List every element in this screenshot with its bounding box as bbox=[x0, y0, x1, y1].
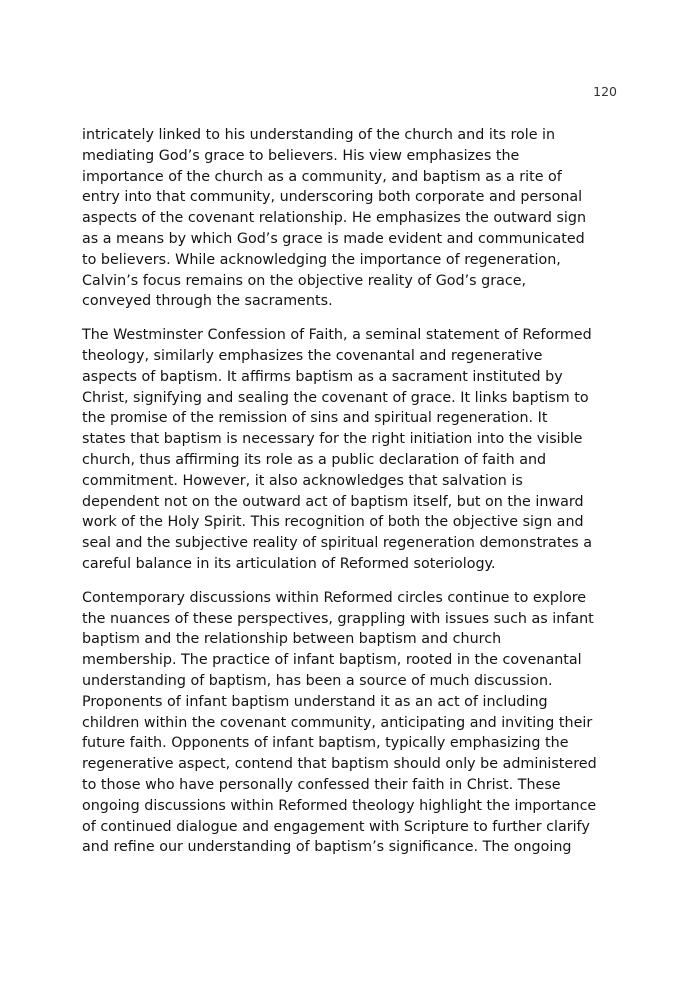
text-line: entry into that community, underscoring both corporate and personal bbox=[82, 189, 583, 206]
text-line: theology, similarly emphasizes the covenantal and regenerative bbox=[82, 347, 543, 364]
text-line: to those who have personally confessed their faith in Christ. These bbox=[82, 776, 561, 793]
text-line: conveyed through the sacraments. bbox=[82, 293, 333, 310]
text-line: The Westminster Confession of Faith, a seminal statement of Reformed bbox=[82, 327, 592, 344]
paragraph-westminster bbox=[82, 325, 622, 575]
text-line: church, thus affirming its role as a public declaration of faith and bbox=[82, 451, 547, 468]
text-line: ongoing discussions within Reformed theology highlight the importance bbox=[82, 797, 597, 814]
text-line: the promise of the remission of sins and spiritual regeneration. It bbox=[82, 410, 548, 427]
text-line: and refine our understanding of baptism’s significance. The ongoing bbox=[82, 839, 572, 856]
text-line: of continued dialogue and engagement with Scripture to further clarify bbox=[82, 818, 590, 835]
text-line: future faith. Opponents of infant baptism, typically emphasizing the bbox=[82, 735, 569, 752]
text-line: mediating God’s grace to believers. His view emphasizes the bbox=[82, 147, 520, 164]
text-line: understanding of baptism, has been a source of much discussion. bbox=[82, 672, 553, 689]
paragraph-contemporary bbox=[82, 588, 622, 858]
text-line: the nuances of these perspectives, grappling with issues such as infant bbox=[82, 610, 594, 627]
body-text bbox=[82, 125, 622, 871]
text-line: children within the covenant community, anticipating and inviting their bbox=[82, 714, 593, 731]
text-line: importance of the church as a community, and baptism as a rite of bbox=[82, 168, 562, 185]
text-line: aspects of baptism. It affirms baptism as a sacrament instituted by bbox=[82, 368, 563, 385]
text-line: states that baptism is necessary for the right initiation into the visible bbox=[82, 431, 583, 448]
text-line: aspects of the covenant relationship. He emphasizes the outward sign bbox=[82, 210, 586, 227]
text-line: Christ, signifying and sealing the covenant of grace. It links baptism to bbox=[82, 389, 589, 406]
paragraph-calvin bbox=[82, 125, 622, 312]
text-line: work of the Holy Spirit. This recognition of both the objective sign and bbox=[82, 514, 584, 531]
text-line: Calvin’s focus remains on the objective reality of God’s grace, bbox=[82, 272, 527, 289]
text-line: intricately linked to his understanding of the church and its role in bbox=[82, 127, 556, 143]
text-line: seal and the subjective reality of spiritual regeneration demonstrates a bbox=[82, 535, 592, 552]
text-line: dependent not on the outward act of baptism itself, but on the inward bbox=[82, 493, 584, 510]
text-line: as a means by which God’s grace is made evident and communicated bbox=[82, 230, 585, 247]
text-line: commitment. However, it also acknowledges that salvation is bbox=[82, 472, 523, 489]
text-line: careful balance in its articulation of Reformed soteriology. bbox=[82, 555, 496, 572]
page-number: 120 bbox=[593, 84, 617, 99]
text-line: baptism and the relationship between baptism and church bbox=[82, 631, 502, 648]
text-line: to believers. While acknowledging the importance of regeneration, bbox=[82, 251, 561, 268]
text-line: Contemporary discussions within Reformed circles continue to explore bbox=[82, 589, 587, 606]
text-line: membership. The practice of infant baptism, rooted in the covenantal bbox=[82, 652, 582, 669]
text-line: regenerative aspect, contend that baptism should only be administered bbox=[82, 756, 597, 773]
text-line: Proponents of infant baptism understand it as an act of including bbox=[82, 693, 548, 710]
